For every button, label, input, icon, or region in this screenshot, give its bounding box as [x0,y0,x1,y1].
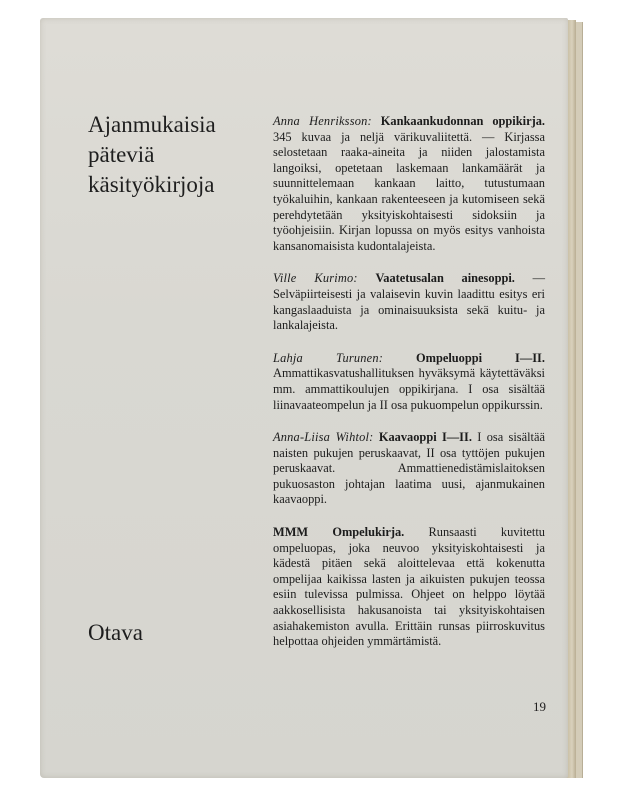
entry-description: Runsaasti kuvitettu ompeluopas, joka neuvoo yksityiskohtaisesti ja kädestä pitäen sekä aloittelevaa että kokenutta ompelijaa kaikissa lasten ja aikuisten pukujen teossa esiin tulevissa pulmissa. Ohjeet on helppo löytää aakkosellisista hakusanoista tai yksityiskohtaisen asiahakemiston avulla. Erittäin runsas piirroskuvitus helpottaa ohjeiden ymmärtämistä. [273,525,545,649]
book-entry [273,271,545,333]
entry-description: I osa sisältää naisten pukujen peruskaavat, II osa tyttöjen pukujen peruskaavat. Ammattienedistämislaitoksen pukuosaston johtajan laatima uusi, ajanmukainen kaavaoppi. [273,430,545,507]
page-number: 19 [533,699,546,714]
heading-line-1: Ajanmukaisia [88,112,216,137]
entry-author: Anna-Liisa Wihtol: [273,430,374,445]
entry-title: Kankaankudonnan oppikirja. [380,114,545,128]
book-list [273,114,545,667]
entry-title: Kaavaoppi I—II. [378,430,472,445]
book-entry [273,114,545,254]
publisher-name: Otava [88,620,143,645]
book-entry [273,351,545,413]
entry-author: Ville Kurimo: [273,271,358,286]
entry-title: Ompeluoppi I—II. [416,350,545,365]
entry-description: — Selväpiirteisesti ja valaisevin kuvin laadittu esitys eri kangaslaaduista ja ominaisuuksista sekä kuitu- ja lankalajeista. [273,271,545,333]
heading-line-3: käsityökirjoja [88,172,215,197]
page-heading [88,110,216,200]
book-entry [273,430,545,508]
entry-description: 345 kuvaa ja neljä värikuvaliitettä. — Kirjassa selostetaan raaka-aineita ja niiden jalostamista langoiksi, opetetaan laskemaan lankamäärät ja suunnittelemaan kankaan laitto, tutustumaan työkaluihin, kankaan rakenteeseen ja kutomiseen sekä perehdytetään yksityiskohtaisesti sidoksiin ja työohjeisiin. Kirjan lopussa on myös esitys vanhoista kansanomaisista kudontalajeista. [273,129,545,253]
entry-author: Anna Henriksson: [273,114,372,128]
heading-line-2: päteviä [88,142,155,167]
entry-title: Vaatetusalan ainesoppi. [375,271,515,286]
book-entry [273,525,545,650]
entry-author: Lahja Turunen: [273,350,384,365]
entry-title: MMM Ompelukirja. [273,525,405,540]
book-page [40,18,568,778]
entry-description: Ammattikasvatushallituksen hyväksymä käytettäväksi mm. ammattikoulujen oppikirjana. I osa sisältää liinavaateompelun ja II osa pukuompelun oppikurssin. [273,366,545,412]
